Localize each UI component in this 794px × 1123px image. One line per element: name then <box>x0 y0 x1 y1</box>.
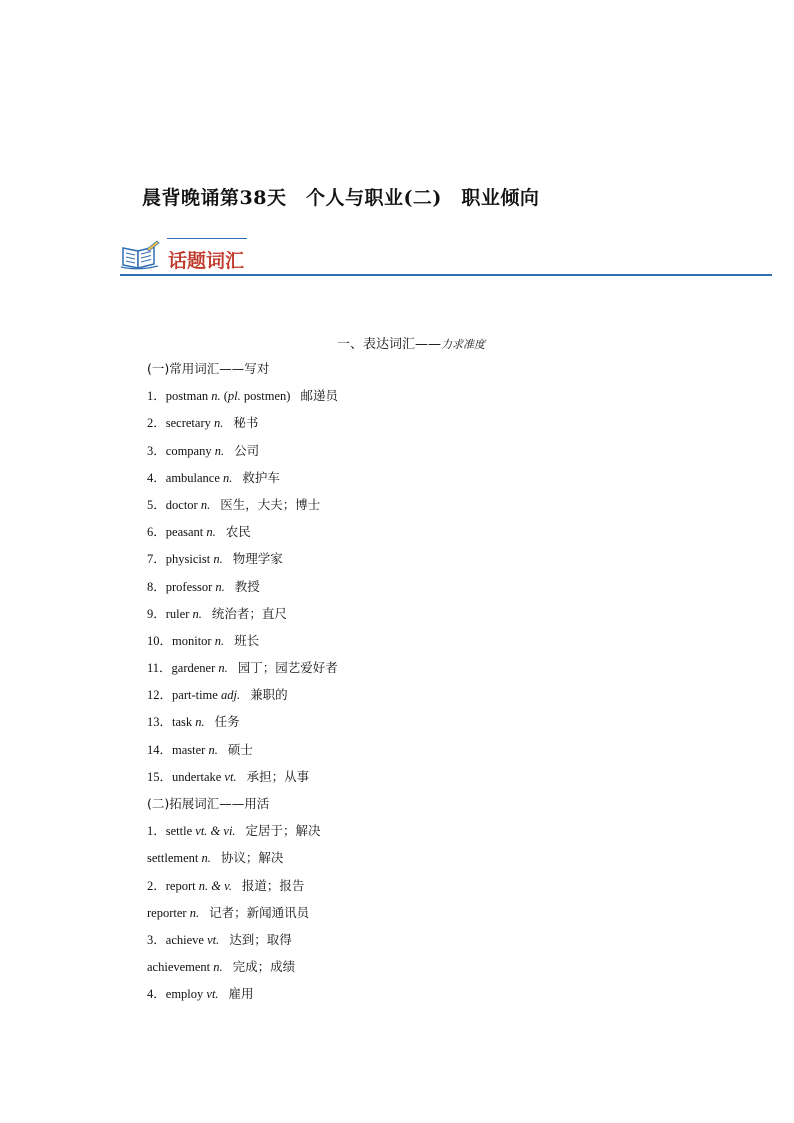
entry-number: 2． <box>147 878 166 893</box>
section-heading-note: 力求准度 <box>441 338 485 351</box>
vocab-entry <box>147 442 707 469</box>
vocab-entry <box>147 659 707 686</box>
entry-number: 3． <box>147 932 166 947</box>
entry-number: 4． <box>147 987 166 1002</box>
entry-word: settle <box>165 824 196 839</box>
entry-word: physicist <box>165 552 214 567</box>
entry-number: 13． <box>147 715 173 730</box>
vocab-entry <box>147 713 707 740</box>
vocab-entry <box>147 523 707 550</box>
entry-pos: n. <box>201 851 211 866</box>
vocab-entry <box>147 605 707 632</box>
entry-meaning: 物理学家 <box>232 551 283 567</box>
entry-pos: n. <box>215 579 225 594</box>
entry-word: report <box>165 878 199 893</box>
entry-word: achieve <box>165 932 208 947</box>
entry-number: 3． <box>147 443 166 458</box>
entry-pos: n. <box>214 633 225 648</box>
vocab-entry <box>147 387 707 414</box>
entry-word: monitor <box>172 633 215 648</box>
entry-word: secretary <box>165 416 214 431</box>
entry-pos: vt. <box>207 932 220 947</box>
entry-number: 6． <box>147 525 166 540</box>
vocab-entry <box>147 632 707 659</box>
entry-meaning: 记者；新闻通讯员 <box>209 904 310 920</box>
entry-word: ambulance <box>165 470 224 485</box>
vocab-entry <box>147 469 707 496</box>
entry-meaning: 教授 <box>234 578 260 594</box>
entry-meaning: 农民 <box>225 524 251 540</box>
entry-pos: vt. <box>206 987 219 1002</box>
vocab-entry <box>147 550 707 577</box>
entry-number: 8． <box>147 579 166 594</box>
entry-number: 14． <box>147 742 173 757</box>
entry-word: achievement <box>147 960 214 975</box>
subsection-heading-text: (一)常用词汇——写对 <box>147 361 270 376</box>
vocab-entry <box>147 877 707 904</box>
topic-banner <box>120 236 772 278</box>
vocab-entry <box>147 768 707 795</box>
entry-word: undertake <box>172 769 225 784</box>
vocab-entry <box>147 496 707 523</box>
entry-meaning: 兼职的 <box>250 687 288 703</box>
entry-pos: n. <box>213 552 223 567</box>
entry-number: 4． <box>147 470 166 485</box>
entry-meaning: 定居于；解决 <box>245 823 321 839</box>
banner-top-line <box>167 238 247 239</box>
entry-number: 5． <box>147 497 166 512</box>
entry-meaning: 班长 <box>234 632 260 648</box>
entry-meaning: 医生，大夫；博士 <box>220 496 321 512</box>
entry-word: doctor <box>165 497 201 512</box>
entry-pos: n. <box>206 525 216 540</box>
entry-word: employ <box>165 987 207 1002</box>
entry-pos: n. <box>211 389 221 404</box>
vocab-entry <box>147 741 707 768</box>
entry-pos: n. <box>200 497 211 512</box>
entry-meaning: 统治者；直尺 <box>211 605 287 621</box>
subsection-heading-text: (二)拓展词汇——用活 <box>147 796 270 811</box>
subsection-heading <box>147 795 707 822</box>
entry-word: peasant <box>165 525 207 540</box>
entry-pos: n. <box>214 443 225 458</box>
entry-meaning: 承担；从事 <box>246 768 310 784</box>
vocab-entry <box>147 822 707 849</box>
vocabulary-list <box>147 360 707 1013</box>
entry-word: gardener <box>171 661 219 676</box>
vocab-entry <box>147 985 707 1012</box>
entry-number: 7． <box>147 552 166 567</box>
entry-number: 1． <box>147 824 166 839</box>
banner-bottom-line <box>120 274 772 276</box>
entry-meaning: 救护车 <box>242 469 280 485</box>
entry-meaning: 任务 <box>214 714 240 730</box>
entry-word: master <box>172 742 209 757</box>
entry-word: professor <box>165 579 216 594</box>
vocab-entry <box>147 958 707 985</box>
entry-pos: n. <box>192 606 202 621</box>
entry-extra: ( <box>220 389 228 404</box>
entry-meaning: 完成；成绩 <box>232 959 296 975</box>
entry-pos: n. <box>223 470 233 485</box>
entry-pos: n. <box>208 742 218 757</box>
vocab-entry <box>147 904 707 931</box>
entry-pos: n. & v. <box>198 878 232 893</box>
entry-number: 1． <box>147 389 166 404</box>
section-heading-text: 一、表达词汇—— <box>336 337 441 352</box>
entry-number: 12． <box>147 688 173 703</box>
vocab-entry <box>147 849 707 876</box>
entry-word: company <box>165 443 215 458</box>
entry-meaning: 园丁；园艺爱好者 <box>237 660 338 676</box>
entry-number: 2． <box>147 416 166 431</box>
vocab-entry <box>147 686 707 713</box>
entry-pos: adj. <box>220 688 241 703</box>
entry-number: 11． <box>147 661 172 676</box>
entry-word: part-time <box>172 688 221 703</box>
entry-pos: vt. & vi. <box>195 824 236 839</box>
entry-pos: n. <box>218 661 228 676</box>
entry-number: 9． <box>147 606 166 621</box>
page-title: 晨背晚诵第38天 个人与职业(二) 职业倾向 <box>142 187 540 209</box>
section-heading <box>0 333 794 352</box>
entry-pos: vt. <box>224 769 237 784</box>
entry-meaning: 协议；解决 <box>220 850 284 866</box>
entry-word: ruler <box>165 606 193 621</box>
vocab-entry <box>147 931 707 958</box>
entry-word: reporter <box>147 905 190 920</box>
entry-meaning: 公司 <box>234 442 260 458</box>
entry-pos: n. <box>214 416 224 431</box>
entry-pos: n. <box>189 905 200 920</box>
entry-extra-italic: pl. <box>227 389 241 404</box>
entry-word: task <box>172 715 196 730</box>
entry-number: 10． <box>147 633 173 648</box>
entry-word: settlement <box>147 851 202 866</box>
entry-extra2: postmen) <box>240 389 291 404</box>
entry-number: 15． <box>147 769 173 784</box>
entry-meaning: 硕士 <box>227 741 253 757</box>
entry-pos: n. <box>195 715 205 730</box>
entry-meaning: 邮递员 <box>300 388 338 404</box>
entry-meaning: 报道；报告 <box>241 877 305 893</box>
entry-meaning: 达到；取得 <box>229 931 292 947</box>
vocab-entry <box>147 578 707 605</box>
subsection-heading <box>147 360 707 387</box>
vocab-entry <box>147 414 707 441</box>
entry-meaning: 雇用 <box>228 986 254 1002</box>
banner-label: 话题词汇 <box>168 250 245 272</box>
entry-word: postman <box>165 389 212 404</box>
entry-pos: n. <box>213 960 223 975</box>
open-book-icon <box>120 240 160 270</box>
entry-meaning: 秘书 <box>233 415 259 431</box>
